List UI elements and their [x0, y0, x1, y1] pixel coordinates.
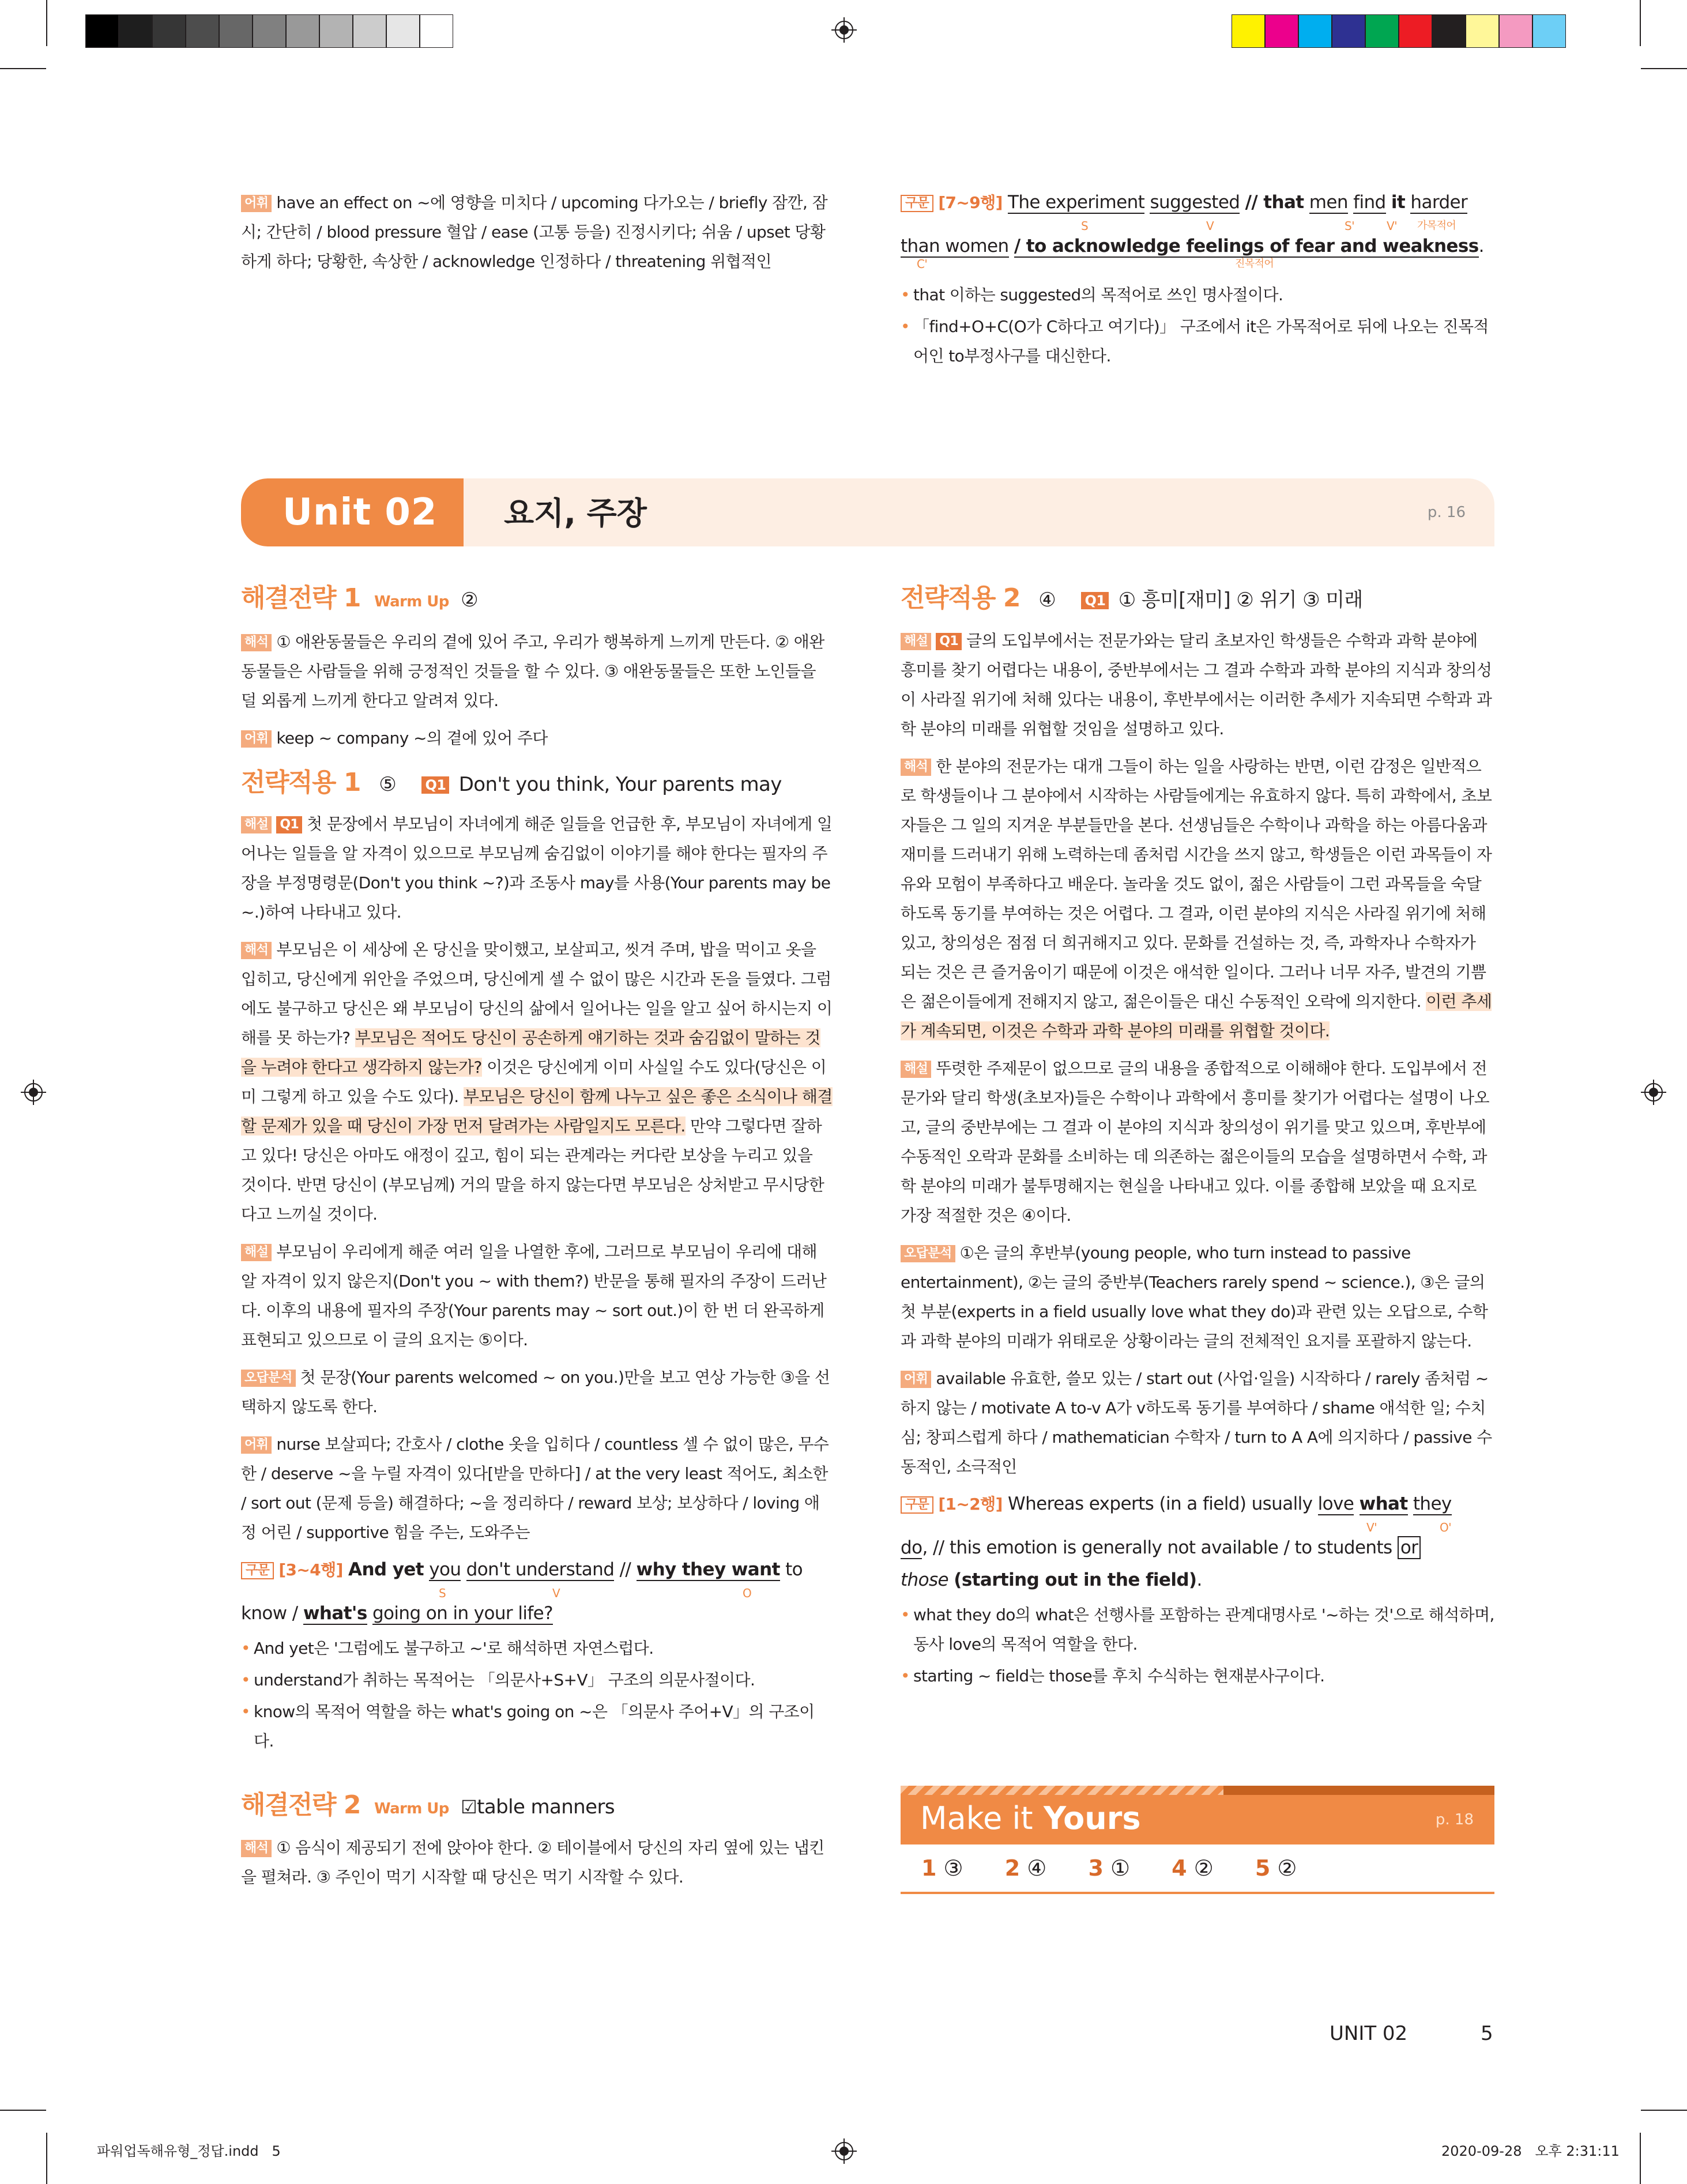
translation-tag: 해석 — [241, 634, 272, 651]
warmup-answer: ② — [461, 589, 478, 612]
gray-swatch — [152, 14, 186, 48]
grammar-tag: 구문 — [241, 1562, 274, 1579]
answer-number: 5 — [1255, 1855, 1271, 1881]
explain-text: 첫 문장에서 부모님이 자녀에게 해준 일들을 언급한 후, 부모님이 자녀에게 일어나는 일들을 알 자격이 있으므로 부모님께 숨김없이 이야기를 해야 한다는 필자의 주장을 부정명령문(Don't you think ~?)과 조동사 may를 사용(Your parents may be ~.)하여 나타내고 있다. — [241, 814, 833, 922]
gray-swatch — [119, 14, 152, 48]
q1-tag: Q1 — [276, 816, 302, 833]
checkbox-icon: ☑ — [461, 1796, 477, 1818]
registration-mark-icon — [21, 1080, 46, 1105]
unit-banner — [241, 478, 1494, 546]
color-swatch — [1399, 14, 1432, 48]
slug-file: 파워업독해유형_정답.indd 5 — [97, 2143, 281, 2159]
grammar-to: to — [785, 1559, 803, 1580]
color-swatch — [1532, 14, 1566, 48]
strategy-2-heading: 해결전략 2 — [241, 1790, 360, 1820]
mark-fo: 가목적어 — [1417, 220, 1456, 232]
gray-swatch — [353, 14, 386, 48]
grammar-or-box: or — [1398, 1536, 1421, 1559]
q1-tag: Q1 — [936, 633, 962, 650]
vocab-text: keep ~ company ~의 곁에 있어 주다 — [276, 729, 548, 748]
mark-s: S — [439, 1586, 446, 1600]
grammar-starting-out: (starting out in the field) — [954, 1570, 1197, 1590]
translation-tag: 해석 — [241, 1840, 272, 1857]
apply-1-heading: 전략적용 1 — [241, 768, 360, 797]
translation-text: 이것은 당신에게 이미 사실일 수도 있다(당신은 이미 그렇게 하고 있을 수도 있다). — [241, 1058, 827, 1106]
crop-mark — [1640, 0, 1641, 46]
color-swatch — [1466, 14, 1499, 48]
vocab-text: available 유효한, 쓸모 있는 / start out (사업·일을) 시작하다 / rarely 좀처럼 ~하지 않는 / motivate A to-v A가 v하도록 동기를 부여하다 / shame 애석한 일; 수치심; 창피스럽게 하다 / mathematician 수학자 / turn to A A에 의지하다 / passive 수동적인, 소극적인 — [901, 1369, 1492, 1476]
grammar-period: . — [1478, 236, 1484, 257]
apply-2-heading: 전략적용 2 — [901, 583, 1020, 613]
vocab-text: nurse 보살피다; 간호사 / clothe 옷을 입히다 / countless 셀 수 없이 많은, 무수한 / deserve ~을 누릴 자격이 있다[받을 만하다] / at the very least 적어도, 최소한 / sort out (문제 등을) 해결하다; ~을 정리하다 / reward 보상; 보상하다 / loving 애정 어린 / supportive 힘을 주는, 도와주는 — [241, 1435, 829, 1542]
make-answers-area — [901, 1844, 1494, 1894]
highlight-text: 부모님은 당신이 함께 나누고 싶은 좋은 소식이나 해결할 문제가 있을 때 당신이 가장 먼저 달려가는 사람일지도 모른다. — [241, 1087, 833, 1136]
translation-text: ① 음식이 제공되기 전에 앉아야 한다. ② 테이블에서 당신의 자리 옆에 있는 냅킨을 펼쳐라. ③ 주인이 먹기 시작할 때 당신은 먹기 시작할 수 있다. — [241, 1838, 824, 1887]
unit-title: 요지, 주장 — [504, 495, 647, 531]
gray-swatch — [286, 14, 319, 48]
crop-mark — [46, 0, 47, 46]
answer-choice: ② — [1193, 1855, 1214, 1881]
explain-tag: 해설 — [241, 1244, 272, 1261]
crop-mark — [1640, 2133, 1641, 2184]
mark-o: O' — [1440, 1521, 1452, 1534]
translation-text: 만약 그렇다면 잘하고 있다! 당신은 아마도 애정이 깊고, 힘이 되는 관계라는 커다란 보상을 누리고 있을 것이다. 반면 당신이 (부모님께) 거의 말을 하지 않는다면 부모님은 상처받고 무시당한다고 느끼실 것이다. — [241, 1116, 824, 1224]
mark-v: V — [1206, 219, 1214, 233]
grammar-main-clause: , // this emotion is generally not available / to students — [922, 1537, 1392, 1558]
answer-choice: ② — [1277, 1855, 1297, 1881]
apply-2-answer: ④ — [1038, 589, 1056, 612]
warmup-label: Warm Up — [374, 593, 449, 610]
mark-s: S — [1081, 219, 1089, 233]
grammar-find: find — [1353, 192, 1386, 213]
mark-s2: S' — [1345, 219, 1354, 233]
wrong-answer-tag: 오답분석 — [241, 1370, 296, 1387]
wrong-answer-text: 첫 문장(Your parents welcomed ~ on you.)만을 보고 연상 가능한 ③을 선택하지 않도록 한다. — [241, 1368, 830, 1416]
answer-number: 4 — [1172, 1855, 1187, 1881]
grammar-period: . — [1196, 1570, 1202, 1590]
color-swatch — [1232, 14, 1265, 48]
wrong-answer-tag: 오답분석 — [901, 1245, 955, 1262]
grammar-bullet: • that 이하는 suggested의 목적어로 쓰인 명사절이다. — [901, 280, 1494, 310]
mark-ro: 진목적어 — [1235, 258, 1274, 270]
grammar-lines: [1~2행] — [938, 1495, 1003, 1514]
crop-mark — [0, 68, 46, 69]
grammar-slash: // — [619, 1559, 631, 1580]
make-page: p. 18 — [1435, 1811, 1474, 1828]
answer-choice: ④ — [1027, 1855, 1047, 1881]
grammar-whereas: Whereas experts (in a field) usually — [1008, 1493, 1313, 1514]
grammar-it: it — [1391, 192, 1406, 213]
grammar-bullet: • 「find+O+C(O가 C하다고 여기다)」 구조에서 it은 가목적어로 뒤에 나오는 진목적어인 to부정사구를 대신한다. — [901, 312, 1494, 371]
highlight-text: 이런 추세가 계속되면, 이것은 수학과 과학 분야의 미래를 위협할 것이다. — [901, 992, 1492, 1040]
explain-tag: 해설 — [241, 816, 272, 833]
grammar-tag: 구문 — [901, 1496, 933, 1514]
color-swatch — [1499, 14, 1532, 48]
answer-number: 1 — [921, 1855, 937, 1881]
grammar-verb: don't understand — [466, 1559, 615, 1580]
explain-text: 부모님이 우리에게 해준 여러 일을 나열한 후에, 그러므로 부모님이 우리에 대해 알 자격이 있지 않은지(Don't you ~ with them?) 반문을 통해 필자의 주장이 드러난다. 이후의 내용에 필자의 주장(Your parents may ~ sort out.)이 한 번 더 완곡하게 표현되고 있으므로 이 글의 요지는 ⑤이다. — [241, 1242, 827, 1349]
gray-swatch — [386, 14, 420, 48]
translation-tag: 해석 — [901, 759, 931, 776]
grammar-than: than women — [901, 236, 1009, 257]
vocab-tag: 어휘 — [901, 1371, 931, 1388]
color-swatch — [1432, 14, 1466, 48]
translation-text: 한 분야의 전문가는 대개 그들이 하는 일을 사랑하는 반면, 이런 감정은 일반적으로 학생들이나 그 분야에서 시작하는 사람들에게는 유효하지 않다. 특히 과학에서, 초보자들은 그 일의 지겨운 부분들만을 본다. 선생님들은 수학이나 과학을 하는 아름다움과 재미를 드러내기 위해 노력하는데 좀처럼 시간을 쓰지 않고, 학생들은 이런 과목들이 자유와 모험이 부족하다고 배운다. 놀라울 것도 없이, 젊은 사람들이 그런 과목들을 숙달하도록 동기를 부여하는 것은 어렵다. 그 결과, 이런 분야의 지식은 사라질 위기에 처해 있고, 창의성은 점점 더 희귀해지고 있다. 문화를 건설하는 것, 즉, 과학자나 수학자가 되는 것은 큰 즐거움이기 때문에 이것은 애석한 일이다. 그러나 너무 자주, 발견의 기쁨은 젊은이들에게 전해지지 않고, 젊은이들은 대신 수동적인 오락에 의지한다. — [901, 757, 1492, 1011]
gray-swatch — [186, 14, 219, 48]
vocab-tag: 어휘 — [241, 195, 272, 212]
unit-page: p. 16 — [1427, 504, 1466, 521]
grammar-lines: [7~9행] — [938, 193, 1003, 212]
translation-text: ① 애완동물들은 우리의 곁에 있어 주고, 우리가 행복하게 느끼게 만든다. ② 애완동물들은 사람들을 위해 긍정적인 것들을 할 수 있다. ③ 애완동물들은 또한 노인들을 덜 외롭게 느끼게 한다고 알려져 있다. — [241, 632, 824, 710]
grammar-tag: 구문 — [901, 195, 933, 212]
q1-tag: Q1 — [421, 776, 449, 794]
color-swatch — [1298, 14, 1332, 48]
crop-mark — [0, 2110, 46, 2111]
slug-date: 2020-09-28 오후 2:31:11 — [1441, 2143, 1620, 2159]
header-band — [1223, 1786, 1494, 1795]
grammar-bullet: • starting ~ field는 those를 후치 수식하는 현재분사구이다. — [901, 1661, 1494, 1691]
registration-mark-icon — [831, 17, 857, 43]
left-column — [241, 583, 833, 1900]
explain-text: 뚜렷한 주제문이 없으므로 글의 내용을 종합적으로 이해해야 한다. 도입부에서 전문가와 달리 학생(초보자)들은 수학이나 과학에서 흥미를 찾기가 어렵다는 설명이 나오고, 글의 중반부에는 그 결과 이 분야의 지식과 창의성이 위기를 맞고 있으며, 후반부에 수동적인 오락과 문화를 소비하는 데 의존하는 젊은이들의 모습을 설명하면서 수학, 과학 분야의 미래가 불투명해지는 현실을 나타내고 있다. 이를 종합해 보았을 때 요지로 가장 적절한 것은 ④이다. — [901, 1059, 1490, 1225]
grammar-you: you — [429, 1559, 461, 1580]
grammar-they: they — [1413, 1493, 1452, 1514]
q1-answer: ① 흥미[재미] ② 위기 ③ 미래 — [1118, 589, 1363, 612]
translation-tag: 해석 — [241, 942, 272, 959]
gray-swatch — [253, 14, 286, 48]
vocab-tag: 어휘 — [241, 1436, 272, 1454]
top-left-vocab — [241, 188, 833, 284]
grammar-that: // that — [1245, 192, 1304, 213]
registration-mark-icon — [831, 2138, 857, 2164]
highlight-text: 부모님은 적어도 당신이 공손하게 얘기하는 것과 숨김없이 말하는 것을 누려야 한다고 생각하지 않는가? — [241, 1028, 820, 1077]
warmup-answer: table manners — [477, 1796, 615, 1819]
color-swatch — [1365, 14, 1399, 48]
top-right-grammar — [901, 188, 1494, 373]
answer-choice: ① — [1110, 1855, 1131, 1881]
mark-v2: V' — [1387, 219, 1397, 233]
footer-unit: UNIT 02 — [1330, 2022, 1408, 2045]
mark-v: V — [552, 1586, 560, 1600]
strategy-1-heading: 해결전략 1 — [241, 583, 360, 613]
grammar-subject: The experiment — [1008, 192, 1145, 213]
explain-tag: 해설 — [901, 633, 931, 650]
unit-label: Unit 02 — [283, 491, 438, 534]
explain-tag: 해설 — [901, 1061, 931, 1078]
grammar-and-yet: And yet — [348, 1559, 424, 1580]
q1-answer: Don't you think, Your parents may — [458, 773, 782, 796]
grammar-what: what — [1359, 1493, 1408, 1514]
grammar-do: do — [901, 1537, 922, 1558]
grammar-whats: what's — [303, 1603, 367, 1624]
grammar-men: men — [1309, 192, 1348, 213]
color-swatch — [1332, 14, 1365, 48]
make-answers — [921, 1855, 1297, 1881]
apply-1-answer: ⑤ — [379, 773, 397, 796]
answer-number: 2 — [1004, 1855, 1021, 1881]
answer-number: 3 — [1088, 1855, 1104, 1881]
vocab-tag: 어휘 — [241, 730, 272, 748]
make-it-yours-box — [901, 1786, 1494, 1892]
mark-o: O — [743, 1586, 752, 1600]
explain-text: 글의 도입부에서는 전문가와는 달리 초보자인 학생들은 수학과 과학 분야에 흥미를 찾기 어렵다는 내용이, 중반부에서는 그 결과 수학과 과학 분야의 지식과 창의성이 사라질 위기에 처해 있다는 내용이, 후반부에서는 이러한 추세가 지속되면 수학과 과학 분야의 미래를 위협할 것임을 설명하고 있다. — [901, 631, 1492, 738]
grammar-lines: [3~4행] — [278, 1560, 343, 1579]
answer-choice: ③ — [943, 1855, 963, 1881]
mark-v: V' — [1366, 1521, 1377, 1534]
grammar-verb: suggested — [1150, 192, 1240, 213]
grammar-bullet: • what they do의 what은 선행사를 포함하는 관계대명사로 '~하는 것'으로 해석하며, 동사 love의 목적어 역할을 한다. — [901, 1600, 1494, 1659]
grammar-bullet: • understand가 취하는 목적어는 「의문사+S+V」 구조의 의문사절이다. — [241, 1665, 833, 1695]
grammar-bullet: • And yet은 '그럼에도 불구하고 ~'로 해석하면 자연스럽다. — [241, 1634, 833, 1663]
grammar-bullet: • know의 목적어 역할을 하는 what's going on ~은 「의문사 주어+V」의 구조이다. — [241, 1697, 833, 1756]
crop-mark — [1641, 68, 1687, 69]
translation-text: 부모님은 이 세상에 온 당신을 맞이했고, 보살피고, 씻겨 주며, 밥을 먹이고 옷을 입히고, 당신에게 위안을 주었으며, 당신에게 셀 수 없이 많은 시간과 돈을 들였다. 그럼에도 불구하고 당신은 왜 부모님이 당신의 삶에서 일어나는 일을 알고 싶어 하시는지 이해를 못 하는가? — [241, 940, 833, 1047]
gray-swatch — [219, 14, 253, 48]
mark-c: C' — [917, 257, 928, 271]
make-header — [901, 1786, 1494, 1844]
grammar-love: love — [1317, 1493, 1354, 1514]
wrong-answer-text: ①은 글의 후반부(young people, who turn instead to passive entertainment), ②는 글의 중반부(Teachers rarely spend ~ science.), ③은 글의 첫 부분(experts in a field usually love what they do)과 관련 있는 오답으로, 수학과 과학 분야의 미래가 위태로운 상황이라는 글의 전체적인 요지를 포괄하지 않는다. — [901, 1243, 1488, 1351]
make-title: Make it — [920, 1800, 1033, 1836]
right-column — [901, 583, 1494, 1693]
registration-mark-icon — [1641, 1080, 1666, 1105]
color-swatch — [1265, 14, 1298, 48]
crop-mark — [46, 2133, 47, 2184]
make-title-bold: Yours — [1044, 1800, 1141, 1836]
gray-swatch — [85, 14, 119, 48]
grammar-inf: / to acknowledge feelings of fear and weakness — [1014, 236, 1479, 257]
grammar-harder: harder — [1410, 192, 1468, 213]
crop-mark — [1641, 2110, 1687, 2111]
q1-tag: Q1 — [1081, 592, 1109, 609]
gray-swatch — [319, 14, 353, 48]
stripe-decoration — [901, 1786, 1223, 1795]
vocab-text: have an effect on ~에 영향을 미치다 / upcoming 다가오는 / briefly 잠깐, 잠시; 간단히 / blood pressure 혈압 / ease (고통 등을) 진정시키다; 쉬움 / upset 당황하게 하다; 당황한, 속상한 / acknowledge 인정하다 / threatening 위협적인 — [241, 193, 828, 271]
grammar-those: those — [901, 1570, 948, 1590]
gray-swatch — [420, 14, 453, 48]
grammar-why: why they want — [636, 1559, 780, 1580]
footer-page-number: 5 — [1481, 2022, 1493, 2045]
grammar-know: know / — [241, 1603, 298, 1624]
warmup-label: Warm Up — [374, 1800, 449, 1817]
grammar-going-on: going on in your life? — [372, 1603, 553, 1624]
